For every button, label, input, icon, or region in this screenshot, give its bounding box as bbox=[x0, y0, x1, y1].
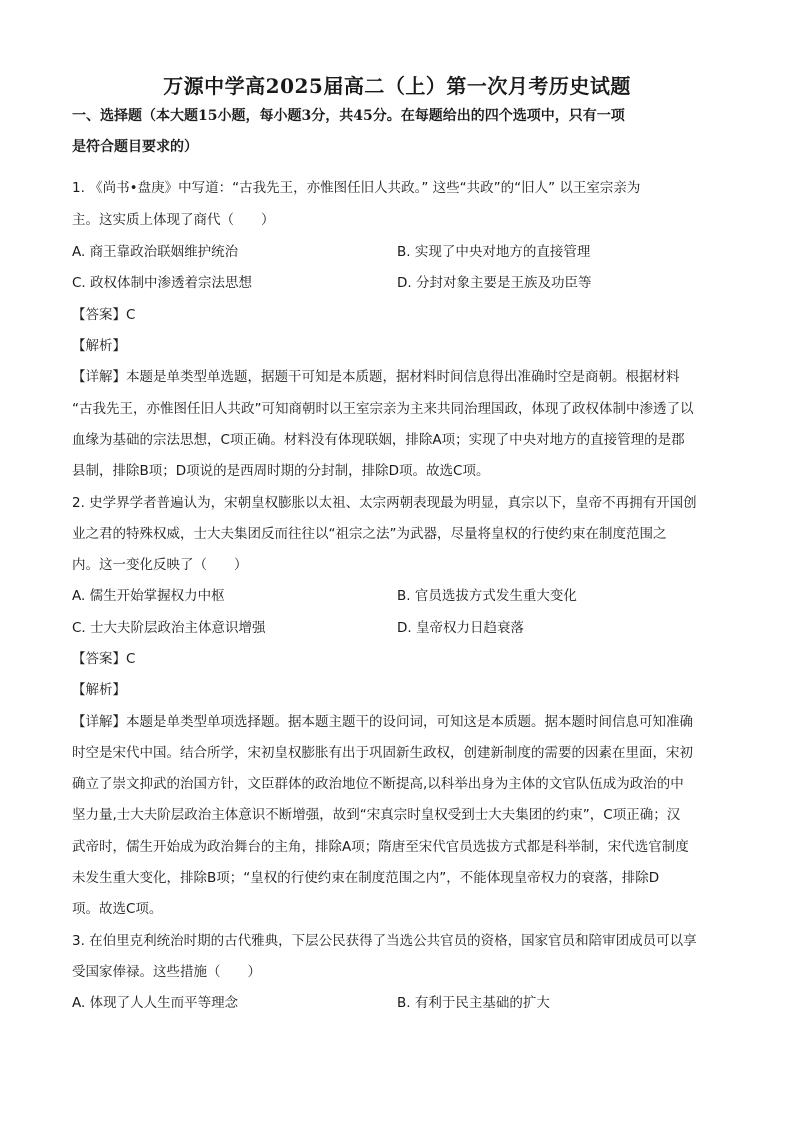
question-2-detail: 未发生重大变化，排除B项；“皇权的行使约束在制度范围之内”，不能体现皇帝权力的衰落，排除D bbox=[72, 870, 660, 886]
section-heading-line: 是符合题目要求的） bbox=[72, 139, 198, 155]
section-heading bbox=[72, 101, 722, 163]
question-2-option-a: A. 儒生开始掌握权力中枢 bbox=[72, 588, 225, 604]
question-1-stem: 主。这实质上体现了商代（ ） bbox=[72, 212, 275, 228]
question-3-option-b: B. 有利于民主基础的扩大 bbox=[397, 995, 550, 1011]
page-title: 万源中学高2025届高二（上）第一次月考历史试题 bbox=[163, 74, 631, 98]
question-2-analysis-label: 【解析】 bbox=[72, 682, 126, 698]
question-2-detail: 坚力量,士大夫阶层政治主体意识不断增强，故到“宋真宗时皇权受到士大夫集团的约束”，C项正确；汉 bbox=[72, 807, 681, 823]
question-1-detail: 【详解】本题是单类型单选题，据题干可知是本质题，据材料时间信息得出准确时空是商朝。根据材料 bbox=[72, 369, 680, 385]
question-2-detail: 时空是宋代中国。结合所学，宋初皇权膨胀有出于巩固新生政权，创建新制度的需要的因素在里面，宋初 bbox=[72, 745, 693, 761]
question-3-option-a: A. 体现了人人生而平等理念 bbox=[72, 995, 239, 1011]
question-3-stem: 受国家俸禄。这些措施（ ） bbox=[72, 964, 261, 980]
question-2-option-b: B. 官员选拔方式发生重大变化 bbox=[397, 588, 577, 604]
question-2-detail: 项。故选C项。 bbox=[72, 901, 163, 917]
question-1-option-c: C. 政权体制中渗透着宗法思想 bbox=[72, 275, 253, 291]
question-1-detail: “古我先王，亦惟图任旧人共政”可知商朝时以王室宗亲为主来共同治理国政，体现了政权体制中渗透了以 bbox=[72, 401, 694, 417]
question-3-stem: 3. 在伯里克利统治时期的古代雅典，下层公民获得了当选公共官员的资格，国家官员和陪审团成员可以享 bbox=[72, 933, 697, 949]
question-1-option-d: D. 分封对象主要是王族及功臣等 bbox=[397, 275, 592, 291]
question-1-analysis-label: 【解析】 bbox=[72, 338, 126, 354]
question-2-option-c: C. 士大夫阶层政治主体意识增强 bbox=[72, 620, 266, 636]
question-2-stem: 业之君的特殊权威，士大夫集团反而往往以“祖宗之法”为武器，尽量将皇权的行使约束在制度范围之 bbox=[72, 526, 667, 542]
question-2-option-d: D. 皇帝权力日趋衰落 bbox=[397, 620, 524, 636]
question-1-option-a: A. 商王靠政治联姻维护统治 bbox=[72, 244, 239, 260]
question-1-detail: 血缘为基础的宗法思想，C项正确。材料没有体现联姻，排除A项；实现了中央对地方的直接管理的是郡 bbox=[72, 432, 685, 448]
question-2-detail: 【详解】本题是单类型单项选择题。据本题主题干的设问词，可知这是本质题。据本题时间信息可知准确 bbox=[72, 714, 693, 730]
question-2-stem: 2. 史学界学者普遍认为，宋朝皇权膨胀以太祖、太宗两朝表现最为明显，真宗以下，皇帝不再拥有开国创 bbox=[72, 495, 697, 511]
section-heading-line: 一、选择题（本大题15小题，每小题3分，共45分。在每题给出的四个选项中，只有一项 bbox=[72, 108, 625, 124]
question-2-detail: 确立了崇文抑武的治国方针，文臣群体的政治地位不断提高,以科举出身为主体的文官队伍成为政治的中 bbox=[72, 776, 684, 792]
question-2-stem: 内。这一变化反映了（ ） bbox=[72, 557, 248, 573]
question-1-option-b: B. 实现了中央对地方的直接管理 bbox=[397, 244, 591, 260]
question-1-stem: 1. 《尚书•盘庚》中写道：“古我先王，亦惟图任旧人共政。” 这些“共政”的“旧人” 以王室宗亲为 bbox=[72, 180, 641, 196]
question-2-answer: 【答案】C bbox=[72, 651, 136, 667]
question-1-answer: 【答案】C bbox=[72, 307, 136, 323]
question-2-detail: 武帝时，儒生开始成为政治舞台的主角，排除A项；隋唐至宋代官员选拔方式都是科举制，宋代选官制度 bbox=[72, 839, 689, 855]
question-1-detail: 县制，排除B项；D项说的是西周时期的分封制，排除D项。故选C项。 bbox=[72, 463, 490, 479]
